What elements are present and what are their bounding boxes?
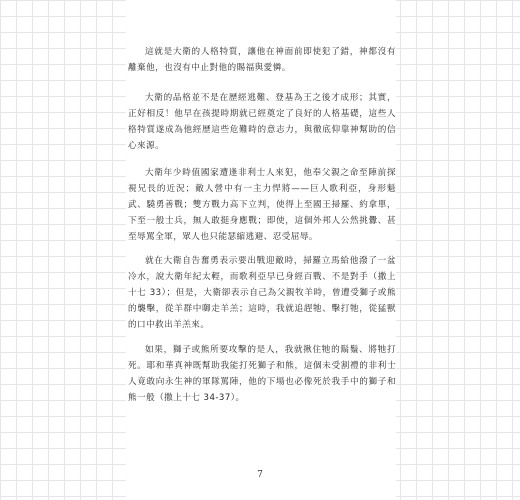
paragraph-5: 如果，獅子或熊所要攻擊的是人，我就揪住牠的鬍鬚、將牠打死。耶和華真神既幫助我能打死獅子和熊，這個未受割禮的非利士人竟敢向永生神的軍隊罵陣，他的下場也必像死於我手中的獅子和熊一般（撒上十七 34-37）。: [128, 345, 396, 403]
page-number: 7: [257, 470, 263, 480]
paragraph-1: 這就是大衛的人格特質，讓他在神面前即使犯了錯，神都沒有離棄他，也沒有中止對他的賜福與愛憐。: [128, 47, 396, 73]
paragraph-4: 就在大衛自告奮勇表示要出戰迎敵時，掃羅立馬給他潑了一盆冷水，說大衛年紀太輕，而歌利亞早已身經百戰、不是對手（撒上十七 33）；但是，大衛卻表示自己為父親牧羊時，曾遭受獅子或熊的襲擊，從羊群中啣走羊羔；這時，我就追趕牠、擊打牠，從猛獸的口中救出羊羔來。: [128, 256, 396, 330]
paragraph-2: 大衛的品格並不是在歷經逃難、登基為王之後才成形；其實，正好相反！他早在孩提時期就已經奠定了良好的人格基礎，這些人格特質遂成為他經歷這些危難時的意志力，與徹底仰靠神幫助的信心來源。: [128, 93, 396, 151]
paragraph-3: 大衛年少時值國家遭逢非利士人來犯，他奉父親之命至陣前探視兄長的近況；敵人營中有一主力悍將——巨人歌利亞，身形魁武、驍勇善戰；雙方戰力高下立判，使得上至國王掃羅、約拿單，下至一般士兵，無人敢挺身應戰；即使，這個外邦人公然挑釁、甚至辱罵全軍，眾人也只能瑟縮逃避、忍受屈辱。: [128, 168, 396, 242]
